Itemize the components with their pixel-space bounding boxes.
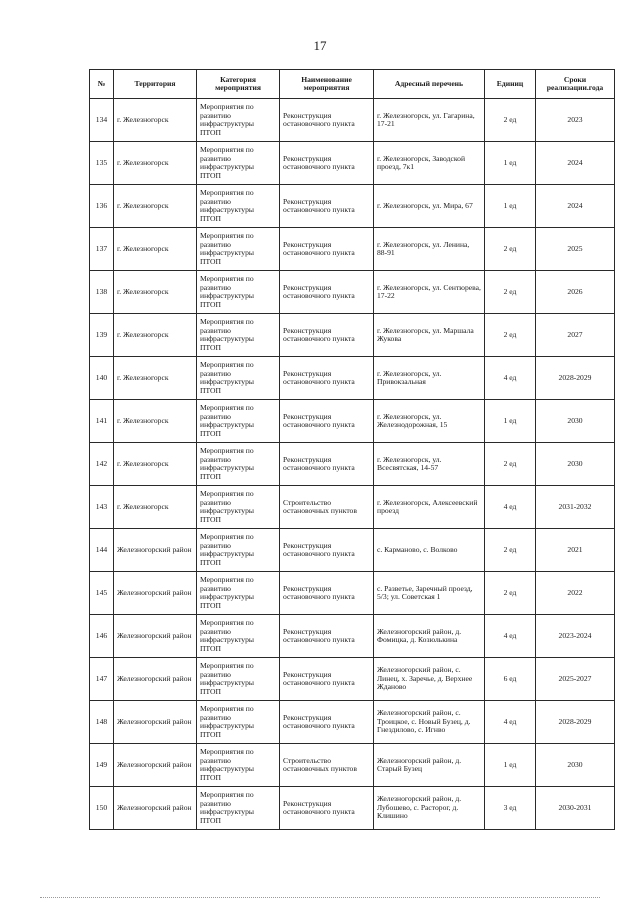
cell-address: Железногорский район, с. Линец, х. Заречье, д. Верхнее Жданово: [374, 658, 485, 701]
cell-years: 2028-2029: [536, 701, 615, 744]
table-row: [90, 744, 615, 787]
cell-category: Мероприятия по развитию инфраструктуры ПТОП: [197, 357, 280, 400]
cell-num: 140: [90, 357, 114, 400]
cell-num: 143: [90, 486, 114, 529]
cell-units: 2 ед: [485, 443, 536, 486]
cell-units: 2 ед: [485, 314, 536, 357]
cell-category: Мероприятия по развитию инфраструктуры ПТОП: [197, 787, 280, 830]
table-header-row: [90, 70, 615, 99]
cell-units: 1 ед: [485, 142, 536, 185]
cell-years: 2022: [536, 572, 615, 615]
cell-category: Мероприятия по развитию инфраструктуры ПТОП: [197, 228, 280, 271]
measures-table: [89, 69, 615, 830]
cell-category: Мероприятия по развитию инфраструктуры ПТОП: [197, 701, 280, 744]
table-row: [90, 314, 615, 357]
cell-territory: Железногорский район: [114, 787, 197, 830]
cell-territory: г. Железногорск: [114, 99, 197, 142]
cell-category: Мероприятия по развитию инфраструктуры ПТОП: [197, 486, 280, 529]
cell-territory: г. Железногорск: [114, 400, 197, 443]
cell-years: 2026: [536, 271, 615, 314]
cell-num: 144: [90, 529, 114, 572]
cell-address: г. Железногорск, ул. Привокзальная: [374, 357, 485, 400]
cell-units: 4 ед: [485, 486, 536, 529]
header-years: Сроки реализации.года: [536, 70, 615, 99]
cell-years: 2030: [536, 443, 615, 486]
cell-num: 138: [90, 271, 114, 314]
cell-units: 2 ед: [485, 529, 536, 572]
cell-units: 1 ед: [485, 185, 536, 228]
cell-units: 4 ед: [485, 615, 536, 658]
cell-territory: г. Железногорск: [114, 142, 197, 185]
cell-territory: Железногорский район: [114, 529, 197, 572]
cell-name: Реконструкция остановочного пункта: [280, 228, 374, 271]
cell-territory: г. Железногорск: [114, 357, 197, 400]
cell-address: Железногорский район, с. Троицкое, с. Новый Бузец, д. Гнездилово, с. Игнво: [374, 701, 485, 744]
cell-address: Железногорский район, д. Лубошево, с. Расторог, д. Клишино: [374, 787, 485, 830]
cell-name: Реконструкция остановочного пункта: [280, 314, 374, 357]
header-name: Наименование мероприятия: [280, 70, 374, 99]
header-address: Адресный перечень: [374, 70, 485, 99]
cell-territory: Железногорский район: [114, 744, 197, 787]
cell-name: Реконструкция остановочного пункта: [280, 658, 374, 701]
cell-num: 150: [90, 787, 114, 830]
table-row: [90, 615, 615, 658]
table-row: [90, 529, 615, 572]
cell-address: г. Железногорск, Алексеевский проезд: [374, 486, 485, 529]
cell-years: 2023: [536, 99, 615, 142]
cell-name: Строительство остановочных пунктов: [280, 744, 374, 787]
cell-num: 149: [90, 744, 114, 787]
cell-units: 4 ед: [485, 701, 536, 744]
cell-address: г. Железногорск, ул. Ленина, 88-91: [374, 228, 485, 271]
cell-territory: Железногорский район: [114, 572, 197, 615]
cell-address: г. Железногорск, ул. Маршала Жукова: [374, 314, 485, 357]
cell-num: 141: [90, 400, 114, 443]
cell-years: 2030: [536, 400, 615, 443]
table-row: [90, 99, 615, 142]
cell-num: 137: [90, 228, 114, 271]
cell-category: Мероприятия по развитию инфраструктуры ПТОП: [197, 443, 280, 486]
cell-years: 2030: [536, 744, 615, 787]
cell-category: Мероприятия по развитию инфраструктуры ПТОП: [197, 615, 280, 658]
cell-name: Реконструкция остановочного пункта: [280, 443, 374, 486]
header-num: №: [90, 70, 114, 99]
cell-category: Мероприятия по развитию инфраструктуры ПТОП: [197, 400, 280, 443]
cell-num: 136: [90, 185, 114, 228]
cell-years: 2024: [536, 142, 615, 185]
cell-years: 2028-2029: [536, 357, 615, 400]
cell-num: 142: [90, 443, 114, 486]
table-row: [90, 185, 615, 228]
cell-address: г. Железногорск, Заводской проезд, 7к1: [374, 142, 485, 185]
cell-name: Реконструкция остановочного пункта: [280, 529, 374, 572]
scan-artifact-line: [40, 897, 600, 899]
cell-address: г. Железногорск, ул. Всесвятская, 14-57: [374, 443, 485, 486]
cell-num: 147: [90, 658, 114, 701]
cell-years: 2030-2031: [536, 787, 615, 830]
cell-category: Мероприятия по развитию инфраструктуры ПТОП: [197, 271, 280, 314]
cell-name: Реконструкция остановочного пункта: [280, 615, 374, 658]
cell-name: Реконструкция остановочного пункта: [280, 271, 374, 314]
table-row: [90, 486, 615, 529]
cell-name: Реконструкция остановочного пункта: [280, 357, 374, 400]
cell-territory: Железногорский район: [114, 658, 197, 701]
cell-units: 2 ед: [485, 228, 536, 271]
table-row: [90, 572, 615, 615]
cell-address: г. Железногорск, ул. Сентюрева, 17-22: [374, 271, 485, 314]
cell-units: 3 ед: [485, 787, 536, 830]
cell-years: 2025-2027: [536, 658, 615, 701]
cell-num: 146: [90, 615, 114, 658]
table-row: [90, 357, 615, 400]
cell-address: г. Железногорск, ул. Железнодорожная, 15: [374, 400, 485, 443]
cell-num: 134: [90, 99, 114, 142]
cell-category: Мероприятия по развитию инфраструктуры ПТОП: [197, 744, 280, 787]
cell-units: 1 ед: [485, 400, 536, 443]
cell-name: Реконструкция остановочного пункта: [280, 142, 374, 185]
cell-years: 2021: [536, 529, 615, 572]
cell-name: Реконструкция остановочного пункта: [280, 185, 374, 228]
cell-years: 2031-2032: [536, 486, 615, 529]
cell-address: Железногорский район, д. Старый Бузец: [374, 744, 485, 787]
cell-category: Мероприятия по развитию инфраструктуры ПТОП: [197, 314, 280, 357]
table-row: [90, 142, 615, 185]
table-row: [90, 271, 615, 314]
cell-category: Мероприятия по развитию инфраструктуры ПТОП: [197, 142, 280, 185]
table-row: [90, 701, 615, 744]
cell-category: Мероприятия по развитию инфраструктуры ПТОП: [197, 99, 280, 142]
cell-years: 2024: [536, 185, 615, 228]
cell-address: г. Железногорск, ул. Гагарина, 17-21: [374, 99, 485, 142]
cell-units: 2 ед: [485, 271, 536, 314]
cell-years: 2027: [536, 314, 615, 357]
cell-category: Мероприятия по развитию инфраструктуры ПТОП: [197, 185, 280, 228]
cell-category: Мероприятия по развитию инфраструктуры ПТОП: [197, 572, 280, 615]
cell-address: с. Разветье, Заречный проезд, 5/3; ул. Советская 1: [374, 572, 485, 615]
table-row: [90, 443, 615, 486]
cell-num: 135: [90, 142, 114, 185]
cell-name: Строительство остановочных пунктов: [280, 486, 374, 529]
header-category: Категория мероприятия: [197, 70, 280, 99]
cell-territory: г. Железногорск: [114, 185, 197, 228]
cell-num: 148: [90, 701, 114, 744]
table-row: [90, 400, 615, 443]
cell-territory: Железногорский район: [114, 615, 197, 658]
cell-name: Реконструкция остановочного пункта: [280, 572, 374, 615]
cell-name: Реконструкция остановочного пункта: [280, 787, 374, 830]
cell-years: 2023-2024: [536, 615, 615, 658]
cell-address: с. Карманово, с. Волково: [374, 529, 485, 572]
cell-territory: Железногорский район: [114, 701, 197, 744]
cell-territory: г. Железногорск: [114, 271, 197, 314]
cell-address: Железногорский район, д. Фомицка, д. Козюлькина: [374, 615, 485, 658]
cell-units: 6 ед: [485, 658, 536, 701]
cell-name: Реконструкция остановочного пункта: [280, 701, 374, 744]
cell-units: 1 ед: [485, 744, 536, 787]
cell-num: 139: [90, 314, 114, 357]
cell-territory: г. Железногорск: [114, 486, 197, 529]
cell-territory: г. Железногорск: [114, 314, 197, 357]
table-row: [90, 658, 615, 701]
cell-address: г. Железногорск, ул. Мира, 67: [374, 185, 485, 228]
page-number: 17: [313, 38, 327, 53]
cell-units: 2 ед: [485, 572, 536, 615]
cell-name: Реконструкция остановочного пункта: [280, 400, 374, 443]
table-body: [90, 99, 615, 830]
table-row: [90, 787, 615, 830]
cell-units: 2 ед: [485, 99, 536, 142]
header-units: Единиц: [485, 70, 536, 99]
cell-num: 145: [90, 572, 114, 615]
cell-name: Реконструкция остановочного пункта: [280, 99, 374, 142]
cell-years: 2025: [536, 228, 615, 271]
cell-category: Мероприятия по развитию инфраструктуры ПТОП: [197, 529, 280, 572]
header-territory: Территория: [114, 70, 197, 99]
cell-category: Мероприятия по развитию инфраструктуры ПТОП: [197, 658, 280, 701]
cell-territory: г. Железногорск: [114, 228, 197, 271]
table-row: [90, 228, 615, 271]
cell-territory: г. Железногорск: [114, 443, 197, 486]
cell-units: 4 ед: [485, 357, 536, 400]
